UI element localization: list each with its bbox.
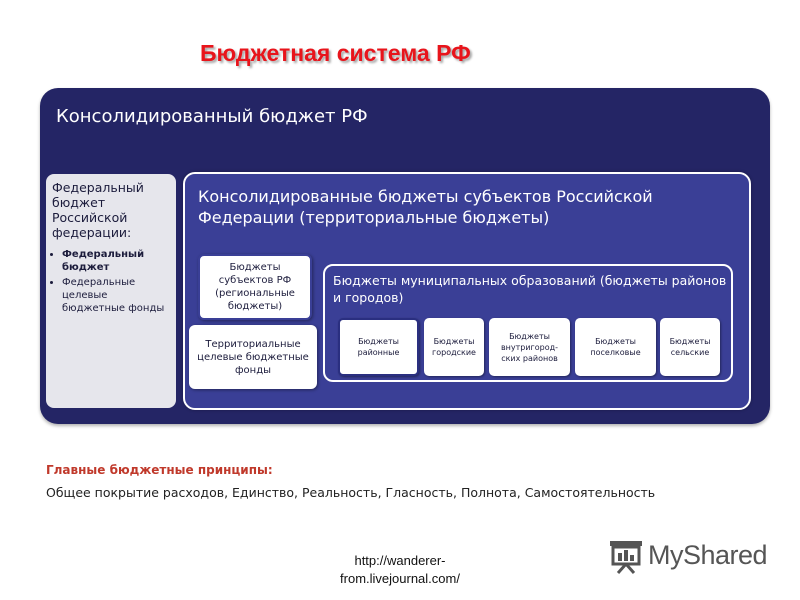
subjects-budget-label: Консолидированные бюджеты субъектов Российской Федерации (территориальные бюджеты) bbox=[198, 187, 653, 227]
intracity-budgets-label: Бюджеты внутригород-ских районов bbox=[500, 331, 559, 363]
municipal-budgets-label: Бюджеты муниципальных образований (бюджеты районов и городов) bbox=[333, 273, 727, 305]
consolidated-budget-label: Консолидированный бюджет РФ bbox=[56, 106, 368, 127]
district-budgets-label: Бюджеты районные bbox=[357, 337, 400, 357]
slide-title: Бюджетная система РФ bbox=[200, 40, 471, 66]
regional-budgets-label: Бюджеты субъектов РФ (региональные бюджеты) bbox=[215, 262, 295, 312]
territorial-funds-box bbox=[189, 325, 317, 389]
city-budgets-box bbox=[424, 318, 484, 376]
federal-budget-box bbox=[46, 174, 176, 408]
presentation-icon bbox=[606, 538, 646, 574]
intracity-budgets-box bbox=[489, 318, 570, 376]
federal-budget-list bbox=[52, 248, 170, 315]
myshared-logo[interactable] bbox=[606, 538, 776, 574]
settlement-budgets-box bbox=[575, 318, 656, 376]
federal-budget-heading: Федеральный бюджет Российской федерации: bbox=[52, 180, 144, 240]
regional-budgets-box bbox=[198, 254, 312, 320]
source-link-line1: http://wanderer- bbox=[354, 553, 446, 568]
list-item: • Федеральные целевые бюджетные фонды bbox=[62, 276, 170, 315]
territorial-funds-label: Территориальные целевые бюджетные фонды bbox=[197, 338, 309, 376]
city-budgets-label: Бюджеты городские bbox=[432, 337, 476, 357]
rural-budgets-label: Бюджеты сельские bbox=[669, 337, 711, 357]
district-budgets-box bbox=[338, 318, 419, 376]
principles-heading: Главные бюджетные принципы: bbox=[46, 463, 273, 477]
logo-text: MyShared bbox=[648, 540, 768, 570]
settlement-budgets-label: Бюджеты поселковые bbox=[590, 337, 641, 357]
source-link[interactable] bbox=[310, 552, 490, 588]
list-item: • Федеральный бюджет bbox=[62, 248, 170, 274]
rural-budgets-box bbox=[660, 318, 720, 376]
source-link-line2: from.livejournal.com/ bbox=[340, 571, 460, 586]
principles-text: Общее покрытие расходов, Единство, Реальность, Гласность, Полнота, Самостоятельность bbox=[46, 485, 656, 500]
